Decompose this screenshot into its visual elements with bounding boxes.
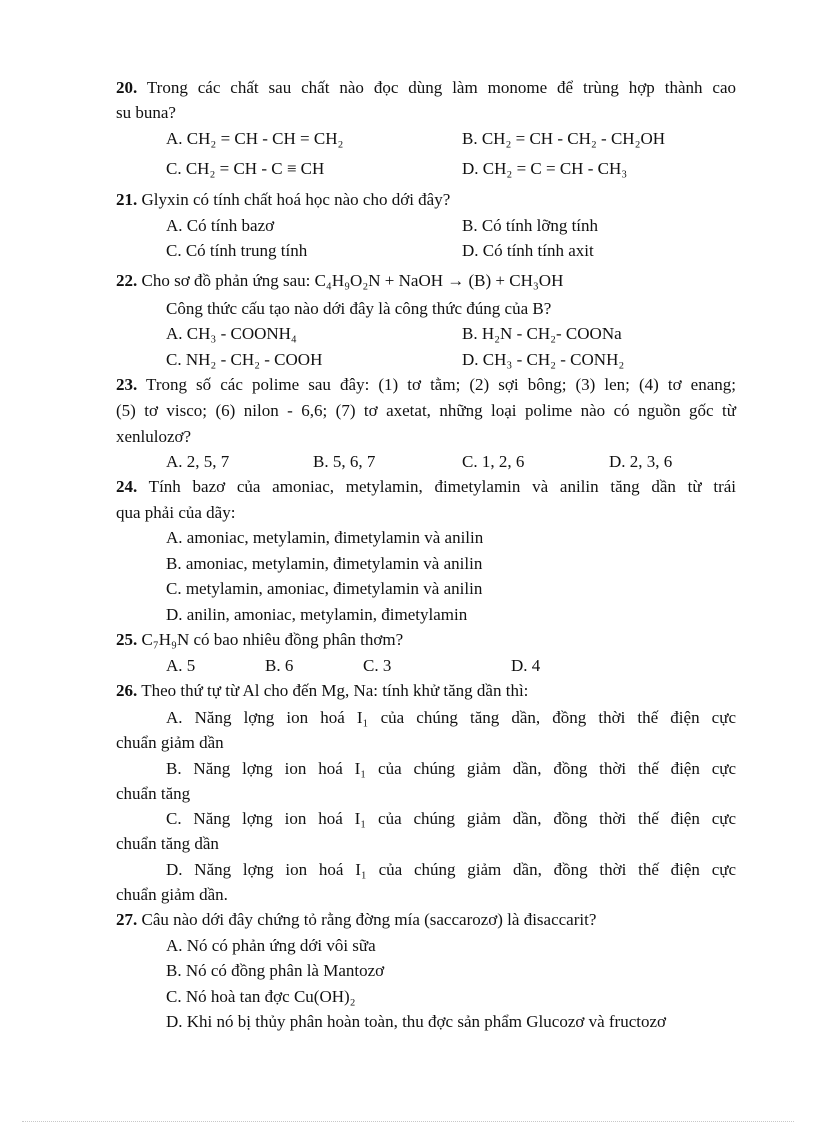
q27-stem [116,907,736,932]
q26-stem [116,678,736,703]
q25-option-b: B. 6 [265,656,294,675]
q22-option-d: D. CH₃ - CH₂ - CONH₂ [462,350,625,369]
q25-option-d: D. 4 [511,656,541,675]
q26-option-c-cont: chuẩn tăng dần [116,834,219,853]
q22-stem [116,268,736,293]
page-bottom-divider [22,1121,794,1122]
q23-option-a: A. 2, 5, 7 [166,452,230,471]
q20-option-b: B. CH₂ = CH - CH₂ - CH₂OH [462,129,666,148]
q20-option-c: C. CH₂ = CH - C ≡ CH [166,159,325,178]
q26-option-d-cont: chuẩn giảm dần. [116,885,228,904]
q23-number: 23. [116,375,138,394]
q27-option-b: B. Nó có đồng phân là Mantozơ [166,961,385,980]
q22-option-a: A. CH₃ - COONH₄ [166,324,297,343]
q20-text: Trong các chất sau chất nào đọc dùng làm monome để trùng hợp thành cao [137,78,736,97]
q23-stem-cont2: xenlulozơ? [116,427,192,446]
q25-stem [116,627,736,652]
q27-number: 27. [116,910,138,929]
q24-stem-cont: qua phải của dãy: [116,503,236,522]
q20-stem [116,75,736,100]
q26-option-a-cont: chuẩn giảm dần [116,733,224,752]
q26-option-a: A. Năng lợng ion hoá I₁ của chúng tăng dần, đồng thời thế điện cực [166,708,736,727]
q22-stem-cont: Công thức cấu tạo nào dới đây là công thức đúng của B? [166,299,552,318]
q26-option-c: C. Năng lợng ion hoá I₁ của chúng giảm dần, đồng thời thế điện cực [166,809,736,828]
q25-text: C₇H₉N có bao nhiêu đồng phân thơm? [137,630,404,649]
q27-text: Câu nào dới đây chứng tỏ rằng đờng mía (saccarozơ) là đisaccarit? [137,910,597,929]
q24-option-d: D. anilin, amoniac, metylamin, đimetylamin [166,605,468,624]
q23-stem [116,372,736,397]
q22-option-c: C. NH₂ - CH₂ - COOH [166,350,323,369]
q21-stem [116,187,736,212]
q23-option-c: C. 1, 2, 6 [462,452,525,471]
q24-text: Tính bazơ của amoniac, metylamin, đimetylamin và anilin tăng dần từ trái [137,477,736,496]
q21-number: 21. [116,190,138,209]
q24-option-b: B. amoniac, metylamin, đimetylamin và anilin [166,554,483,573]
q26-option-d: D. Năng lợng ion hoá I₁ của chúng giảm dần, đồng thời thế điện cực [166,860,736,879]
q20-option-a: A. CH₂ = CH - CH = CH₂ [166,129,344,148]
q24-number: 24. [116,477,138,496]
q26-text: Theo thứ tự từ Al cho đến Mg, Na: tính khử tăng dần thì: [137,681,529,700]
q27-option-a: A. Nó có phản ứng dới vôi sữa [166,936,376,955]
q26-option-b: B. Năng lợng ion hoá I₁ của chúng giảm dần, đồng thời thế điện cực [166,759,736,778]
q27-option-c: C. Nó hoà tan đợc Cu(OH)₂ [166,987,356,1006]
q21-option-a: A. Có tính bazơ [166,216,275,235]
q21-option-d: D. Có tính tính axit [462,241,594,260]
q21-option-b: B. Có tính lỡng tính [462,216,599,235]
q21-text: Glyxin có tính chất hoá học nào cho dới đây? [137,190,451,209]
q27-option-d: D. Khi nó bị thủy phân hoàn toàn, thu đợc sản phẩm Glucozơ và fructozơ [166,1012,667,1031]
q20-number: 20. [116,78,138,97]
q26-option-b-cont: chuẩn tăng [116,784,191,803]
q23-option-b: B. 5, 6, 7 [313,452,376,471]
q21-option-c: C. Có tính trung tính [166,241,308,260]
q24-option-a: A. amoniac, metylamin, đimetylamin và anilin [166,528,484,547]
q25-option-c: C. 3 [363,656,392,675]
q26-number: 26. [116,681,138,700]
q22-text: Cho sơ đồ phản ứng sau: C₄H₉O₂N + NaOH → (B) + CH₃OH [137,271,564,290]
q25-option-a: A. 5 [166,656,196,675]
q23-text: Trong số các polime sau đây: (1) tơ tằm; (2) sợi bông; (3) len; (4) tơ enang; [137,375,736,394]
q22-option-b: B. H₂N - CH₂- COONa [462,324,622,343]
q25-number: 25. [116,630,138,649]
q22-number: 22. [116,271,138,290]
q23-option-d: D. 2, 3, 6 [609,452,673,471]
q24-stem [116,474,736,499]
q20-option-d: D. CH₂ = C = CH - CH₃ [462,159,628,178]
q20-stem-cont: su buna? [116,103,176,122]
q23-stem-cont: (5) tơ visco; (6) nilon - 6,6; (7) tơ axetat, những loại polime nào có nguồn gốc từ [116,401,736,420]
q24-option-c: C. metylamin, amoniac, đimetylamin và anilin [166,579,483,598]
